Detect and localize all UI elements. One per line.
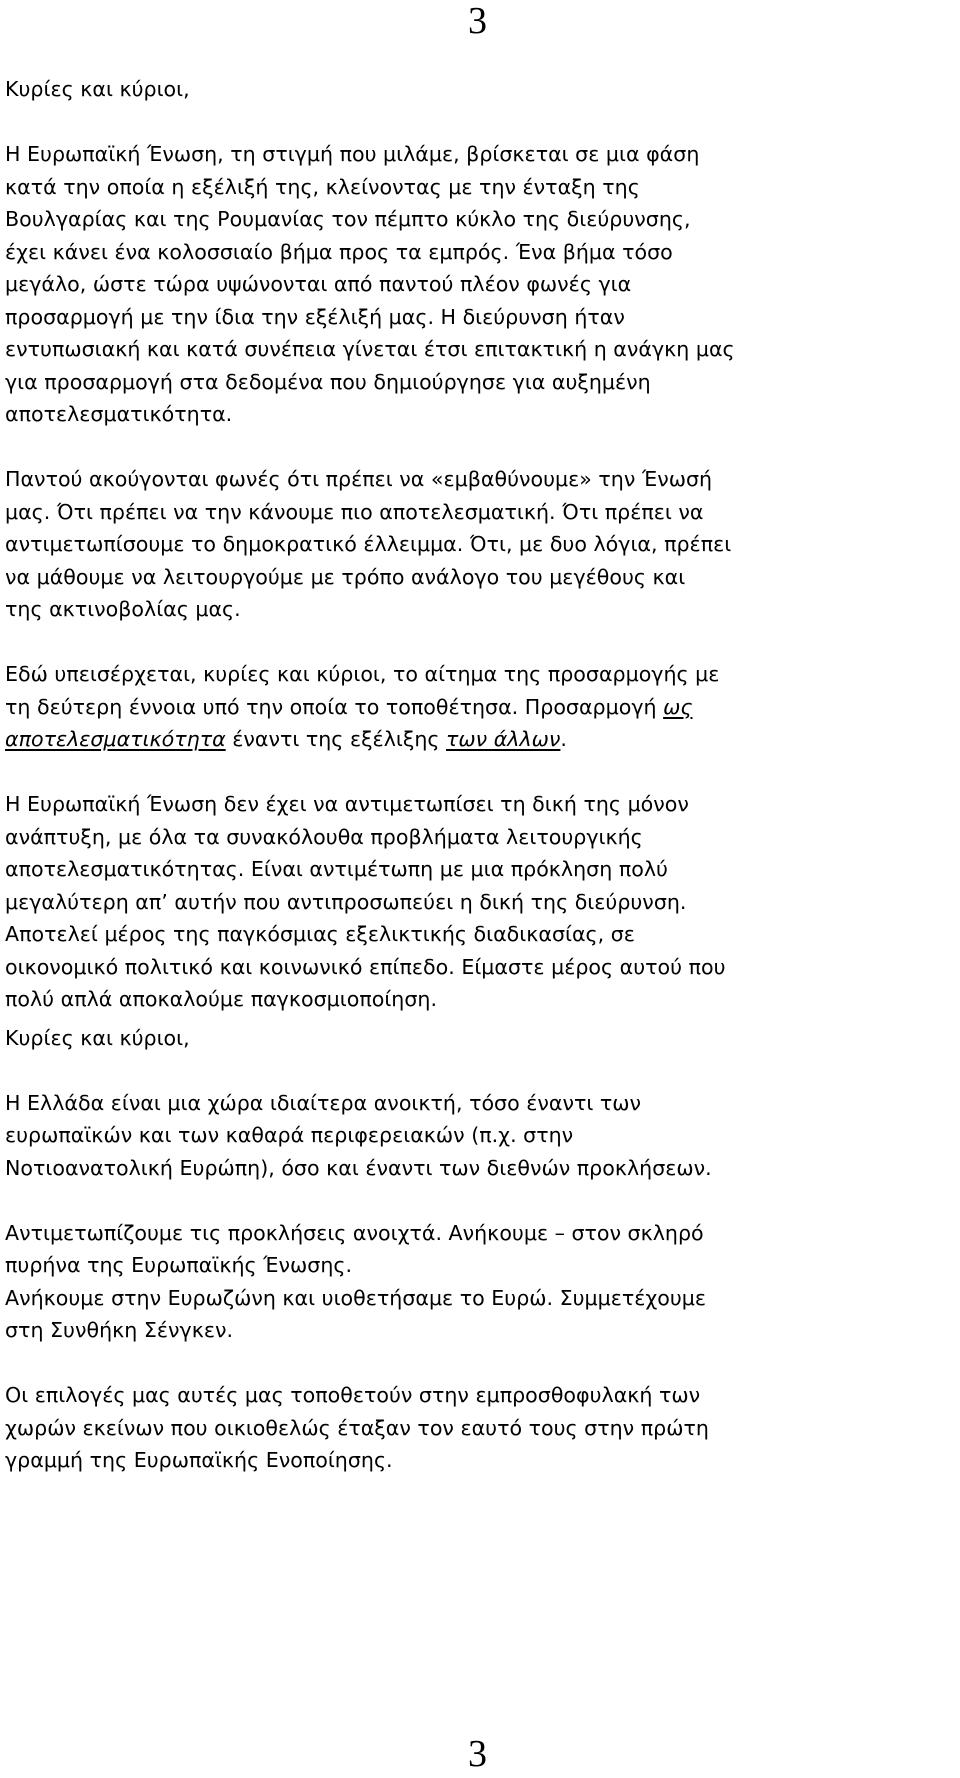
text-segment: έναντι της εξέλιξης: [225, 727, 447, 751]
document-body: [5, 73, 960, 1477]
text-line: προσαρμογή με την ίδια την εξέλιξή μας. Η διεύρυνση ήταν: [5, 304, 625, 329]
emphasis-text: ως: [663, 694, 693, 719]
paragraph-1: [5, 138, 960, 431]
text-line: Οι επιλογές μας αυτές μας τοποθετούν στην εμπροσθοφυλακή των: [5, 1383, 701, 1407]
text-line: μας. Ότι πρέπει να την κάνουμε πιο αποτελεσματική. Ότι πρέπει να: [5, 499, 704, 524]
text-line: γραμμή της Ευρωπαϊκής Ενοποίησης.: [5, 1448, 393, 1472]
text-line: αποτελεσματικότητα.: [5, 402, 233, 426]
emphasis-text: των άλλων: [446, 727, 561, 751]
text-line: Η Ευρωπαϊκή Ένωση, τη στιγμή που μιλάμε, βρίσκεται σε μια φάση: [5, 142, 700, 166]
text-line: Νοτιοανατολική Ευρώπη), όσο και έναντι των διεθνών προκλήσεων.: [5, 1155, 712, 1180]
text-line: Βουλγαρίας και της Ρουμανίας τον πέμπτο κύκλο της διεύρυνσης,: [5, 207, 691, 231]
text-line: αποτελεσματικότητας. Είναι αντιμέτωπη με μια πρόκληση πολύ: [5, 857, 668, 881]
page-number-bottom: 3: [468, 1733, 487, 1775]
text-line: πυρήνα της Ευρωπαϊκής Ένωσης.: [5, 1253, 353, 1277]
text-line: κατά την οποία η εξέλιξή της, κλείνοντας με την ένταξη της: [5, 174, 640, 199]
text-line: Εδώ υπεισέρχεται, κυρίες και κύριοι, το αίτημα της προσαρμογής με: [5, 662, 720, 686]
text-line: Η Ευρωπαϊκή Ένωση δεν έχει να αντιμετωπίσει τη δική της μόνον: [5, 792, 689, 816]
text-line: στη Συνθήκη Σένγκεν.: [5, 1318, 234, 1342]
text-line: μεγάλο, ώστε τώρα υψώνονται από παντού πλέον φωνές για: [5, 272, 632, 296]
emphasis-text: αποτελεσματικότητα: [5, 727, 226, 751]
paragraph-4: [5, 788, 960, 1016]
paragraph-2: [5, 463, 960, 626]
paragraph-6: [5, 1217, 960, 1347]
text-line: [5, 691, 960, 724]
text-line: για προσαρμογή στα δεδομένα που δημιούργησε για αυξημένη: [5, 369, 651, 394]
text-line: της ακτινοβολίας μας.: [5, 597, 241, 621]
greeting-paragraph: Κυρίες και κύριοι,: [5, 1025, 190, 1050]
text-line: Αποτελεί μέρος της παγκόσμιας εξελικτικής διαδικασίας, σε: [5, 922, 635, 946]
page-number-top: 3: [468, 0, 487, 42]
paragraph-7: [5, 1379, 960, 1477]
text-line: [5, 723, 960, 756]
paragraph-5: [5, 1087, 960, 1185]
text-line: να μάθουμε να λειτουργούμε με τρόπο ανάλογο του μεγέθους και: [5, 564, 686, 589]
text-line: αντιμετωπίσουμε το δημοκρατικό έλλειμμα. Ότι, με δυο λόγια, πρέπει: [5, 532, 732, 556]
text-line: ευρωπαϊκών και των καθαρά περιφερειακών (π.χ. στην: [5, 1123, 574, 1147]
text-line: ανάπτυξη, με όλα τα συνακόλουθα προβλήματα λειτουργικής: [5, 824, 643, 849]
text-line: οικονομικό πολιτικό και κοινωνικό επίπεδο. Είμαστε μέρος αυτού που: [5, 954, 726, 979]
paragraph-3: [5, 658, 960, 756]
text-line: Αντιμετωπίζουμε τις προκλήσεις ανοιχτά. Ανήκουμε – στον σκληρό: [5, 1220, 704, 1245]
text-line: Ανήκουμε στην Ευρωζώνη και υιοθετήσαμε το Ευρώ. Συμμετέχουμε: [5, 1285, 707, 1310]
text-segment: τη δεύτερη έννοια υπό την οποία το τοποθέτησα. Προσαρμογή: [5, 694, 664, 719]
text-line: χωρών εκείνων που οικιοθελώς έταξαν τον εαυτό τους στην πρώτη: [5, 1415, 709, 1440]
text-line: εντυπωσιακή και κατά συνέπεια γίνεται έτσι επιτακτική η ανάγκη μας: [5, 337, 735, 361]
text-segment: .: [560, 727, 567, 751]
text-line: μεγαλύτερη απ’ αυτήν που αντιπροσωπεύει η δική της διεύρυνση.: [5, 889, 687, 914]
text-line: Η Ελλάδα είναι μια χώρα ιδιαίτερα ανοικτή, τόσο έναντι των: [5, 1090, 642, 1115]
greeting-paragraph: Κυρίες και κύριοι,: [5, 77, 190, 101]
text-line: έχει κάνει ένα κολοσσιαίο βήμα προς τα εμπρός. Ένα βήμα τόσο: [5, 239, 673, 264]
text-line: πολύ απλά αποκαλούμε παγκοσμιοποίηση.: [5, 987, 437, 1011]
text-line: Παντού ακούγονται φωνές ότι πρέπει να «εμβαθύνουμε» την Ένωσή: [5, 467, 713, 491]
